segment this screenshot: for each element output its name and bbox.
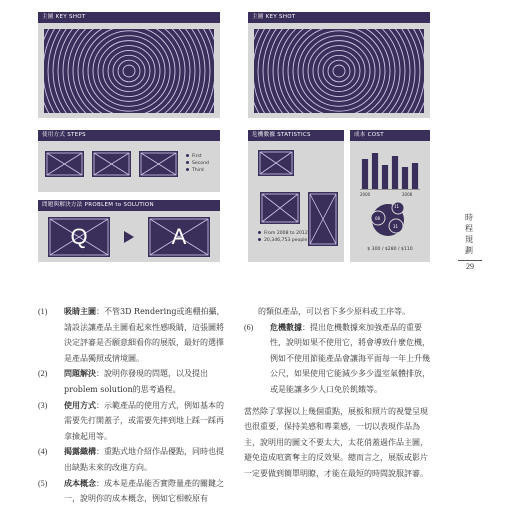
key-shot-panel-left xyxy=(38,12,220,118)
list-item: (3) 使用方式：示範產品的使用方式，例如基本的需要先打開蓋子，或需要先摔到地上踩一踩再拿撿起用等。 xyxy=(38,399,224,441)
legend-third: Third xyxy=(192,168,204,173)
text-column-left xyxy=(38,304,226,507)
cost-bar-chart xyxy=(360,148,420,190)
ring xyxy=(73,29,185,113)
placeholder-image-icon xyxy=(260,192,300,224)
ring xyxy=(108,50,150,91)
problem-solution-title: 問題與解決方法 PROBLEM to SOLUTION xyxy=(38,200,220,211)
ring xyxy=(118,60,140,82)
ring xyxy=(68,29,190,113)
cost-bar xyxy=(412,163,418,189)
cost-bar xyxy=(362,159,368,189)
legend-first: First xyxy=(192,154,202,159)
list-item: (5) 成本概念：成本是產品能否實際量產的關鍵之一，說明你的成本概念，例如它相較原有 xyxy=(38,477,224,504)
ring xyxy=(333,65,345,77)
solution-box xyxy=(148,217,210,257)
cost-bar xyxy=(382,165,388,189)
statistics-image-2 xyxy=(260,192,300,224)
side-char-1: 時 xyxy=(465,213,473,222)
ring xyxy=(93,36,165,107)
concentric-rings-graphic xyxy=(44,29,214,113)
page-number: 29 xyxy=(458,260,482,271)
side-char-4: 劃 xyxy=(465,246,473,255)
legend-dot-icon xyxy=(186,161,189,164)
cost-axis-label-2: 2008 xyxy=(402,192,413,197)
side-char-2: 程 xyxy=(465,224,473,233)
cost-bubbles xyxy=(364,200,416,240)
key-shot-title-right: 主圖 KEY SHOT xyxy=(248,12,430,23)
legend-dot-icon xyxy=(258,238,261,241)
ring xyxy=(258,29,420,113)
statistics-panel xyxy=(248,130,344,262)
cost-bar xyxy=(402,167,408,189)
bubble-label-31: 31 xyxy=(393,224,399,229)
ring xyxy=(278,29,400,113)
chapter-side-title xyxy=(462,212,476,256)
statistics-title: 危機數據 STATISTICS xyxy=(248,130,344,141)
ring xyxy=(268,29,410,113)
statistics-legend-2: 20,346,753 people xyxy=(264,238,308,243)
placeholder-image-icon xyxy=(258,150,294,176)
ring xyxy=(58,29,200,113)
ring xyxy=(313,46,365,97)
key-shot-title-left: 主圖 KEY SHOT xyxy=(38,12,220,23)
placeholder-image-icon xyxy=(308,192,338,246)
legend-dot-icon xyxy=(258,231,261,234)
list-item: (4) 揭露織構：重點式地介紹作品優點，同時也提出缺點未來的改進方向。 xyxy=(38,446,224,472)
cost-price: $ 300 / $280 / $110 xyxy=(367,247,413,252)
statistics-image-3 xyxy=(308,192,338,246)
ring xyxy=(303,36,375,107)
problem-box xyxy=(48,217,110,257)
arrow-right-icon xyxy=(124,231,134,243)
placeholder-image-icon xyxy=(139,151,178,177)
list-item: (1) 吸睛主圖：不管3D Rendering或進棚拍攝，請設法讓產品主圖看起來性感吸睛，這張圖將決定評審是否願意細看你的展版，最好的選擇是產品獨照或情境圖。 xyxy=(38,306,225,363)
placeholder-image-icon xyxy=(92,151,131,177)
ring xyxy=(48,29,210,113)
right-intro: 的類似產品，可以省下多少原料或工序等。 xyxy=(258,307,410,316)
step-image-2 xyxy=(92,151,131,177)
legend-dot-icon xyxy=(186,168,189,171)
concentric-rings-graphic xyxy=(254,29,424,113)
ring xyxy=(103,46,155,97)
q-label: Q xyxy=(70,224,88,249)
ring xyxy=(293,29,385,113)
ring xyxy=(318,50,360,91)
a-label: A xyxy=(171,224,187,249)
cost-bar xyxy=(372,153,378,189)
bubble-label-11: 11 xyxy=(394,204,400,209)
list-item: (2) 問題解決：說明你發現的問題，以及提出problem solution的思考過程。 xyxy=(38,368,208,394)
statistics-image-1 xyxy=(258,150,294,176)
key-shot-panel-right xyxy=(248,12,430,118)
statistics-legend xyxy=(258,230,308,244)
steps-title: 使用方式 STEPS xyxy=(38,130,220,141)
ring xyxy=(328,60,350,82)
key-shot-image-left xyxy=(44,29,214,113)
ring xyxy=(283,29,395,113)
ring xyxy=(308,41,370,102)
ring xyxy=(98,41,160,102)
steps-legend xyxy=(186,153,209,174)
ring xyxy=(298,31,380,111)
problem-solution-panel xyxy=(38,200,220,262)
step-image-1 xyxy=(45,151,84,177)
placeholder-image-icon xyxy=(45,151,84,177)
text-column-right xyxy=(244,304,434,482)
list-item: (6) 危機數據：提出危機數據來加強產品的重要性，說明如果不使用它，將會導致什麼危機，例如不使用節能產品會讓海平面每一年上升幾公尺，如果使用它能減少多少溫室氣體排放，或是能讓多少人口免於飢餓等。 xyxy=(244,321,430,394)
ring xyxy=(123,65,135,77)
cost-bar xyxy=(392,156,398,189)
step-image-3 xyxy=(139,151,178,177)
legend-second: Second xyxy=(192,161,209,166)
cost-axis-label-1: 2000 xyxy=(360,192,371,197)
cost-title: 成本 COST xyxy=(350,130,430,141)
key-shot-image-right xyxy=(254,29,424,113)
legend-dot-icon xyxy=(186,154,189,157)
ring xyxy=(88,31,170,111)
side-char-3: 規 xyxy=(465,235,473,244)
bubble-label-08: 08 xyxy=(375,216,381,221)
steps-panel xyxy=(38,130,220,192)
ring xyxy=(83,29,175,113)
statistics-legend-1: From 2008 to 2012 xyxy=(264,231,308,236)
cost-panel xyxy=(350,130,430,262)
right-paragraph: 當然除了掌握以上幾個重點，展板和照片的視覺呈現也很重要，保持美感和專業感，一切以表現作品為主，說明用的圖文不要太大，太花俏蓋過作品主圖，避免造成喧賓奪主的反效果。總而言之，展版或影片一定要做到簡單明瞭，才能在最短的時間說服評審。 xyxy=(244,406,428,478)
